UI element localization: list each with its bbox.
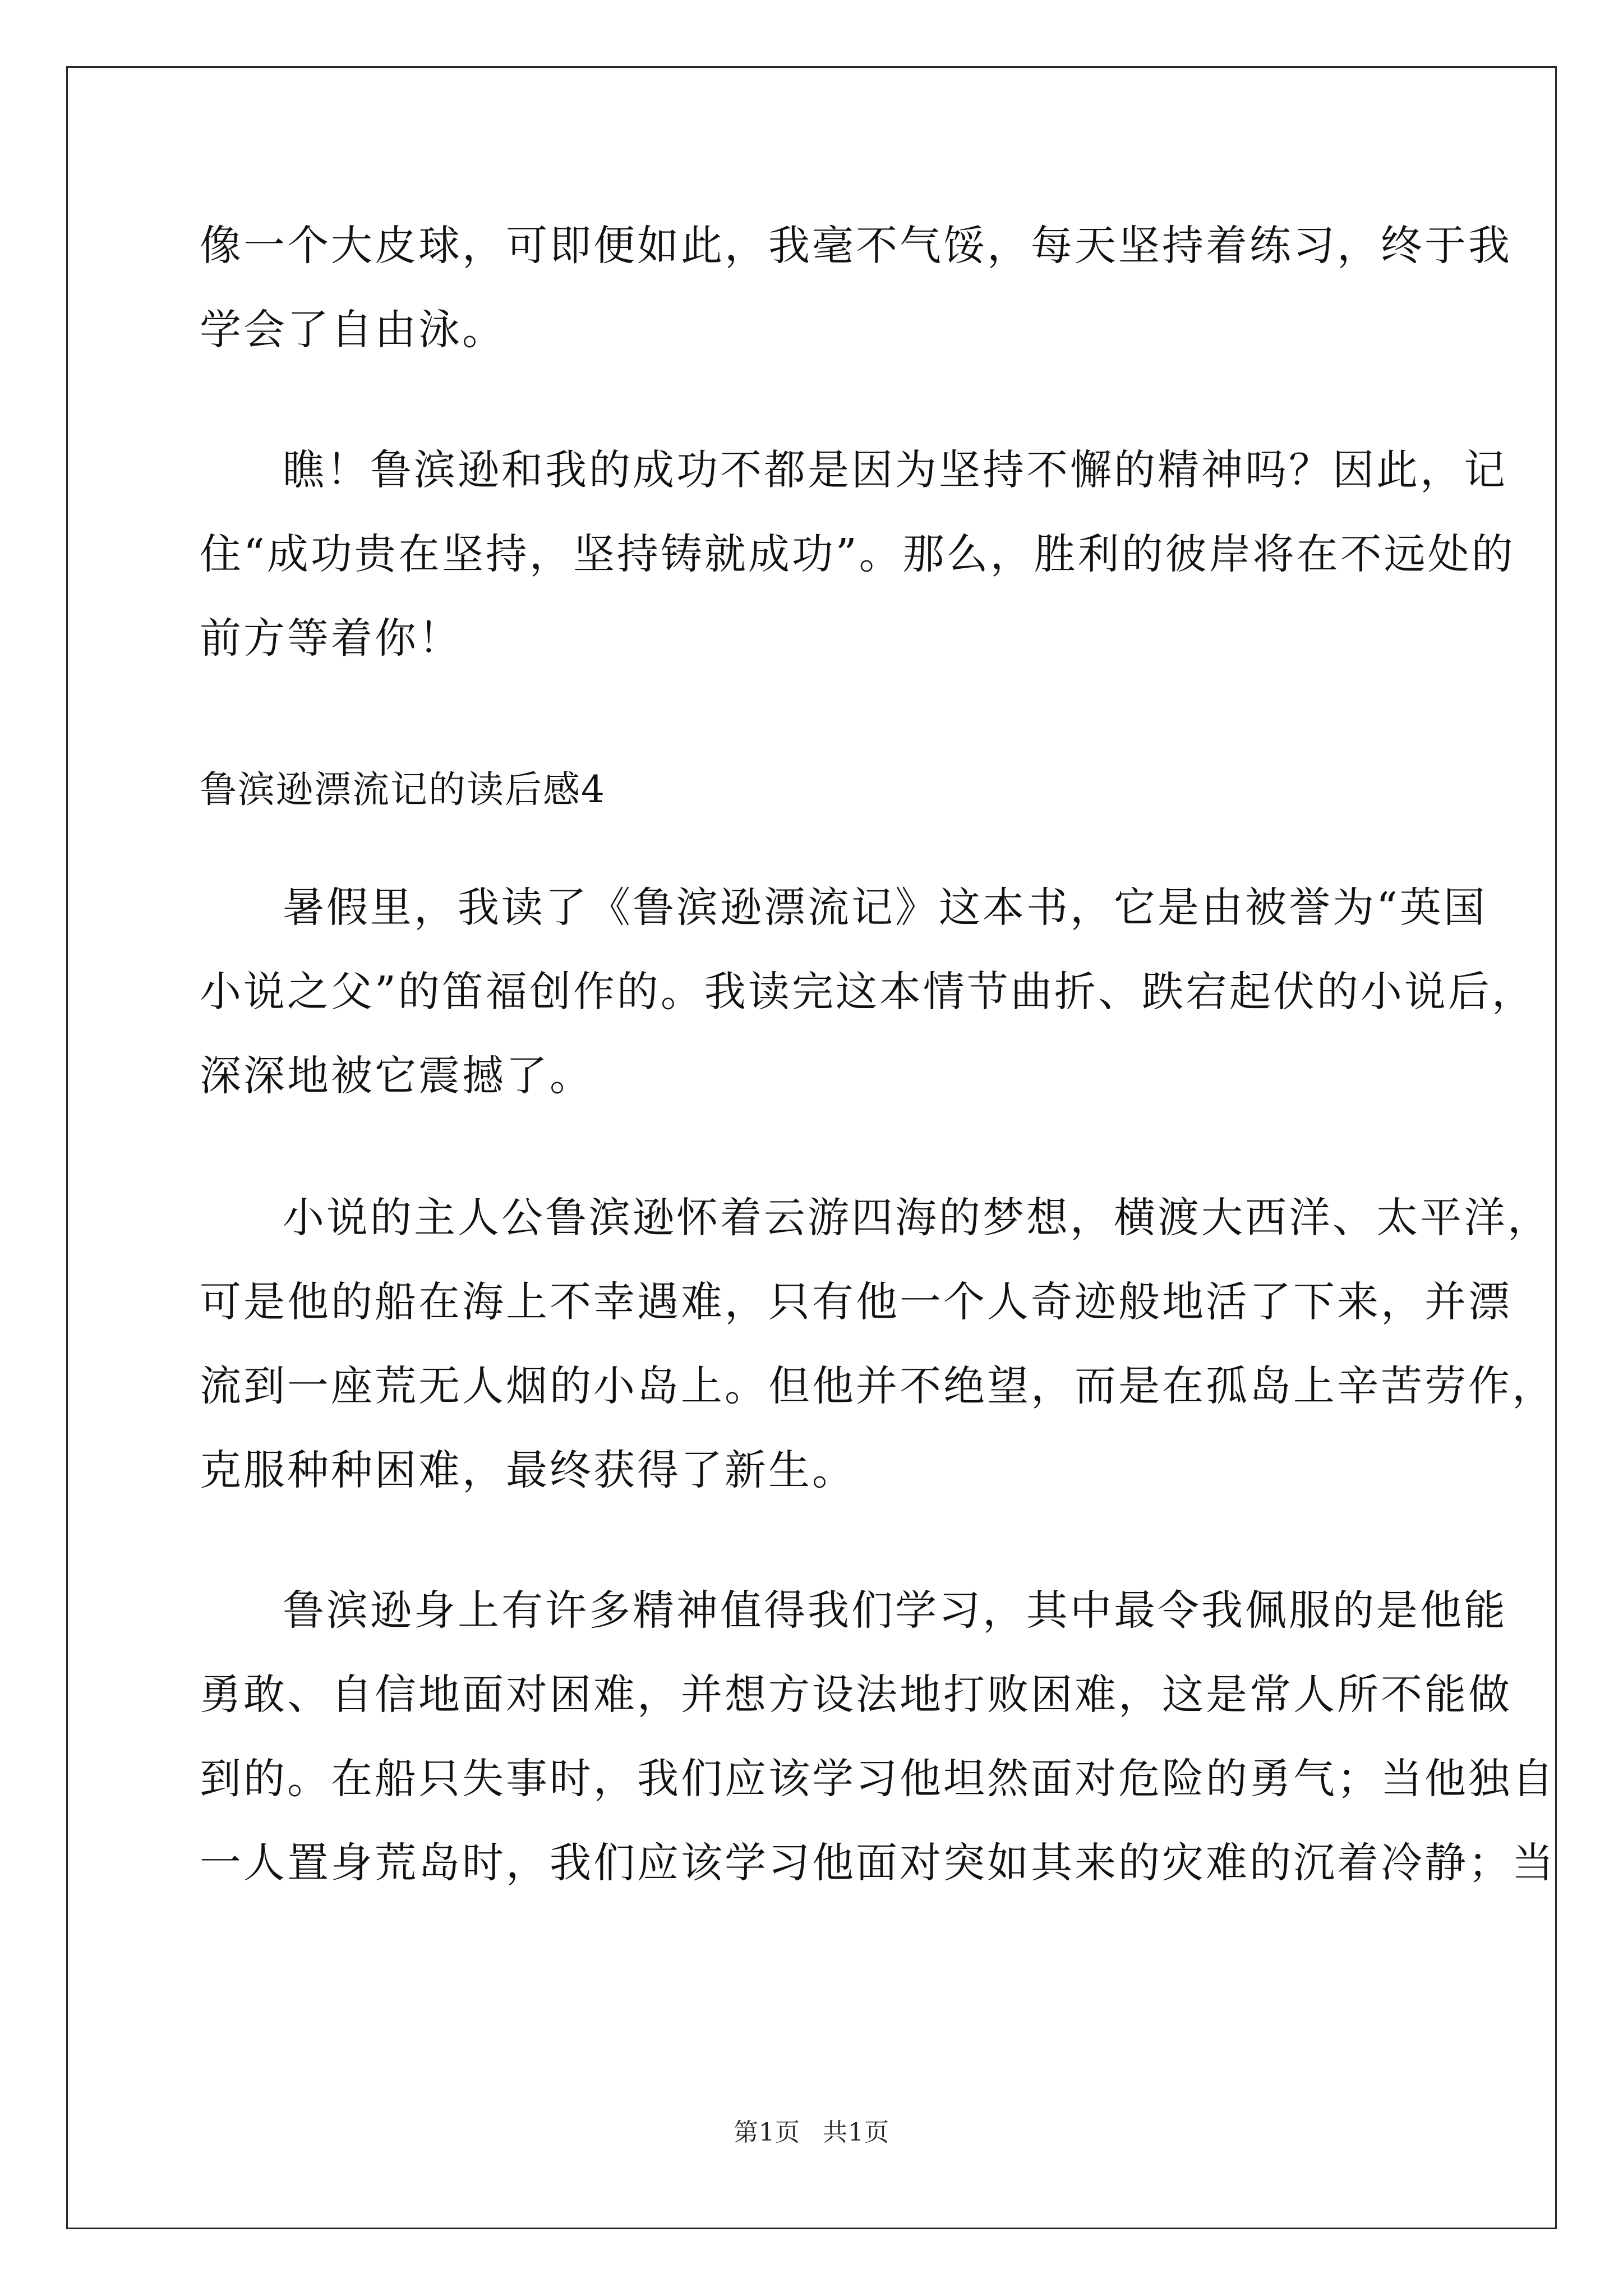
- paragraph-line: 瞧！鲁滨逊和我的成功不都是因为坚持不懈的精神吗？因此，记: [283, 446, 1507, 494]
- page-number: 第1页: [734, 2118, 800, 2147]
- paragraph-line: 学会了自由泳。: [200, 306, 506, 354]
- section-heading: 鲁滨逊漂流记的读后感4: [200, 768, 606, 811]
- page-border: [66, 66, 1557, 2229]
- paragraph-line: 暑假里，我读了《鲁滨逊漂流记》这本书，它是由被誉为“英国: [283, 884, 1487, 932]
- paragraph-line: 深深地被它震撼了。: [200, 1052, 593, 1100]
- page-footer: [0, 2116, 1623, 2150]
- paragraph-line: 一人置身荒岛时，我们应该学习他面对突如其来的灾难的沉着冷静；当: [200, 1839, 1556, 1887]
- paragraph-line: 像一个大皮球，可即便如此，我毫不气馁，每天坚持着练习，终于我: [200, 222, 1512, 270]
- paragraph-line: 可是他的船在海上不幸遇难，只有他一个人奇迹般地活了下来，并漂: [200, 1278, 1512, 1326]
- paragraph-line: 鲁滨逊身上有许多精神值得我们学习，其中最令我佩服的是他能: [283, 1586, 1507, 1635]
- paragraph-line: 克服种种困难，最终获得了新生。: [200, 1446, 856, 1494]
- paragraph-line: 小说之父”的笛福创作的。我读完这本情节曲折、跌宕起伏的小说后，: [200, 968, 1536, 1016]
- paragraph-line: 勇敢、自信地面对困难，并想方设法地打败困难，这是常人所不能做: [200, 1671, 1512, 1719]
- paragraph-line: 到的。在船只失事时，我们应该学习他坦然面对危险的勇气；当他独自: [200, 1755, 1556, 1803]
- page-total: 共1页: [823, 2118, 889, 2147]
- paragraph-line: 流到一座荒无人烟的小岛上。但他并不绝望，而是在孤岛上辛苦劳作，: [200, 1362, 1556, 1410]
- paragraph-line: 小说的主人公鲁滨逊怀着云游四海的梦想，横渡大西洋、太平洋，: [283, 1194, 1551, 1242]
- paragraph-line: 前方等着你！: [200, 614, 462, 662]
- paragraph-line: 住“成功贵在坚持，坚持铸就成功”。那么，胜利的彼岸将在不远处的: [200, 530, 1515, 578]
